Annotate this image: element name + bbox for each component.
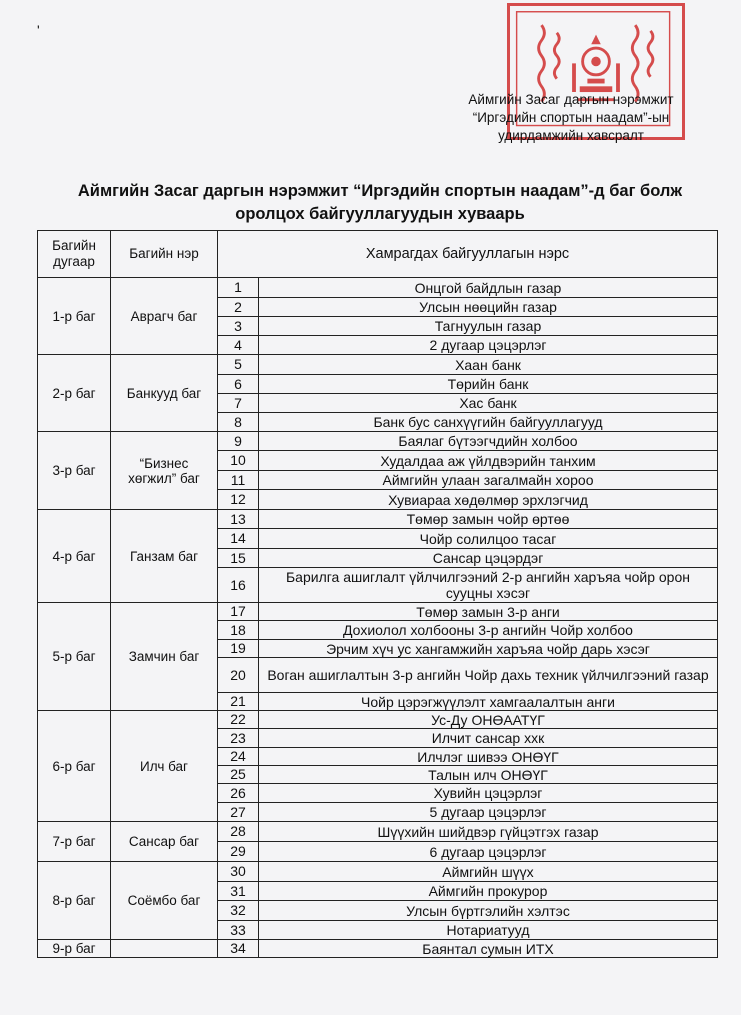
org-name-cell: Худалдаа аж үйлдвэрийн танхим (259, 451, 718, 471)
org-number-cell: 21 (218, 693, 259, 711)
org-name-cell: Хас банк (259, 394, 718, 413)
org-number-cell: 27 (218, 803, 259, 822)
org-name-cell: Төмөр замын чойр өртөө (259, 510, 718, 529)
table-header-row (38, 231, 718, 278)
team-number-cell: 1-р баг (38, 278, 111, 355)
org-number-cell: 20 (218, 658, 259, 693)
org-number-cell: 16 (218, 568, 259, 603)
table-row (38, 862, 718, 882)
team-name-cell: Илч баг (111, 711, 218, 822)
org-number-cell: 6 (218, 375, 259, 394)
org-number-cell: 17 (218, 603, 259, 621)
table-row (38, 711, 718, 729)
org-number-cell: 32 (218, 901, 259, 921)
team-number-cell: 2-р баг (38, 355, 111, 432)
org-number-cell: 25 (218, 766, 259, 784)
org-name-cell: Тагнуулын газар (259, 317, 718, 336)
org-name-cell: Банк бус санхүүгийн байгууллагууд (259, 413, 718, 432)
org-name-cell: Дохиолол холбооны 3-р ангийн Чойр холбоо (259, 621, 718, 640)
org-number-cell: 9 (218, 432, 259, 451)
org-name-cell: Шүүхийн шийдвэр гүйцэтгэх газар (259, 822, 718, 842)
title-line-2: оролцох байгууллагуудын хуваарь (235, 205, 525, 223)
org-name-cell: Улсын нөөцийн газар (259, 298, 718, 317)
team-number-cell: 9-р баг (38, 940, 111, 958)
org-name-cell: Аймгийн шүүх (259, 862, 718, 882)
org-number-cell: 19 (218, 640, 259, 658)
org-name-cell: Улсын бүртгэлийн хэлтэс (259, 901, 718, 921)
table-row (38, 940, 718, 958)
org-name-cell: Баялаг бүтээгчдийн холбоо (259, 432, 718, 451)
org-number-cell: 29 (218, 842, 259, 862)
org-name-cell: Барилга ашиглалт үйлчилгээний 2-р ангийн харъяа чойр орон сууцны хэсэг (259, 568, 718, 603)
org-name-cell: 5 дугаар цэцэрлэг (259, 803, 718, 822)
org-name-cell: Онцгой байдлын газар (259, 278, 718, 298)
org-name-cell: Нотариатууд (259, 921, 718, 940)
org-name-cell: Хувиараа хөдөлмөр эрхлэгчид (259, 490, 718, 510)
org-name-cell: 2 дугаар цэцэрлэг (259, 336, 718, 355)
org-number-cell: 1 (218, 278, 259, 298)
org-number-cell: 8 (218, 413, 259, 432)
org-name-cell: Төрийн банк (259, 375, 718, 394)
org-name-cell: Хаан банк (259, 355, 718, 375)
org-number-cell: 3 (218, 317, 259, 336)
org-name-cell: Хувийн цэцэрлэг (259, 784, 718, 803)
org-name-cell: Аймгийн улаан загалмайн хороо (259, 471, 718, 490)
approval-note (440, 91, 702, 145)
org-number-cell: 26 (218, 784, 259, 803)
table-row (38, 510, 718, 529)
org-number-cell: 10 (218, 451, 259, 471)
org-number-cell: 14 (218, 529, 259, 549)
approval-line-2: “Иргэдийн спортын наадам”-ын (472, 110, 670, 125)
team-name-cell: Замчин баг (111, 603, 218, 711)
header-organizations: Хамрагдах байгууллагын нэрс (218, 231, 718, 278)
team-name-cell: Сансар баг (111, 822, 218, 862)
document-title (70, 180, 690, 226)
org-name-cell: Сансар цэцэрдэг (259, 549, 718, 568)
stray-mark: ' (37, 22, 40, 38)
org-name-cell: Ус-Ду ОНӨААТҮГ (259, 711, 718, 729)
org-name-cell: Чойр солилцоо тасаг (259, 529, 718, 549)
org-number-cell: 15 (218, 549, 259, 568)
org-number-cell: 33 (218, 921, 259, 940)
team-name-cell: Банкууд баг (111, 355, 218, 432)
org-number-cell: 18 (218, 621, 259, 640)
org-number-cell: 11 (218, 471, 259, 490)
team-number-cell: 8-р баг (38, 862, 111, 940)
org-name-cell: Төмөр замын 3-р анги (259, 603, 718, 621)
team-schedule-table (37, 230, 718, 958)
table-row (38, 603, 718, 621)
header-team-number: Багийн дугаар (38, 231, 111, 278)
team-number-cell: 6-р баг (38, 711, 111, 822)
org-name-cell: Воган ашиглалтын 3-р ангийн Чойр дахь техник үйлчилгээний газар (259, 658, 718, 693)
org-number-cell: 28 (218, 822, 259, 842)
org-number-cell: 13 (218, 510, 259, 529)
org-name-cell: Илчит сансар ххк (259, 729, 718, 748)
approval-line-3: удирдамжийн хавсралт (498, 128, 644, 143)
team-name-cell: Ганзам баг (111, 510, 218, 603)
table-row (38, 432, 718, 451)
team-name-cell: “Бизнес хөгжил” баг (111, 432, 218, 510)
approval-line-1: Аймгийн Засаг даргын нэрэмжит (468, 92, 674, 107)
team-number-cell: 3-р баг (38, 432, 111, 510)
org-number-cell: 24 (218, 748, 259, 766)
org-name-cell: Чойр цэрэгжүүлэлт хамгаалалтын анги (259, 693, 718, 711)
team-name-cell: Соёмбо баг (111, 862, 218, 940)
table-row (38, 278, 718, 298)
title-line-1: Аймгийн Засаг даргын нэрэмжит “Иргэдийн спортын наадам”-д баг болж (77, 182, 683, 200)
org-name-cell: 6 дугаар цэцэрлэг (259, 842, 718, 862)
table-row (38, 822, 718, 842)
org-number-cell: 34 (218, 940, 259, 958)
team-name-cell: Аврагч баг (111, 278, 218, 355)
org-number-cell: 23 (218, 729, 259, 748)
team-number-cell: 7-р баг (38, 822, 111, 862)
team-number-cell: 5-р баг (38, 603, 111, 711)
org-number-cell: 30 (218, 862, 259, 882)
team-number-cell: 4-р баг (38, 510, 111, 603)
org-number-cell: 4 (218, 336, 259, 355)
org-name-cell: Талын илч ОНӨҮГ (259, 766, 718, 784)
org-name-cell: Аймгийн прокурор (259, 882, 718, 901)
org-number-cell: 2 (218, 298, 259, 317)
org-number-cell: 5 (218, 355, 259, 375)
org-name-cell: Илчлэг шивээ ОНӨҮГ (259, 748, 718, 766)
team-name-cell (111, 940, 218, 958)
header-team-name: Багийн нэр (111, 231, 218, 278)
table-row (38, 355, 718, 375)
org-number-cell: 22 (218, 711, 259, 729)
org-number-cell: 12 (218, 490, 259, 510)
org-name-cell: Эрчим хүч ус хангамжийн харъяа чойр дарь хэсэг (259, 640, 718, 658)
org-number-cell: 7 (218, 394, 259, 413)
org-number-cell: 31 (218, 882, 259, 901)
org-name-cell: Баянтал сумын ИТХ (259, 940, 718, 958)
